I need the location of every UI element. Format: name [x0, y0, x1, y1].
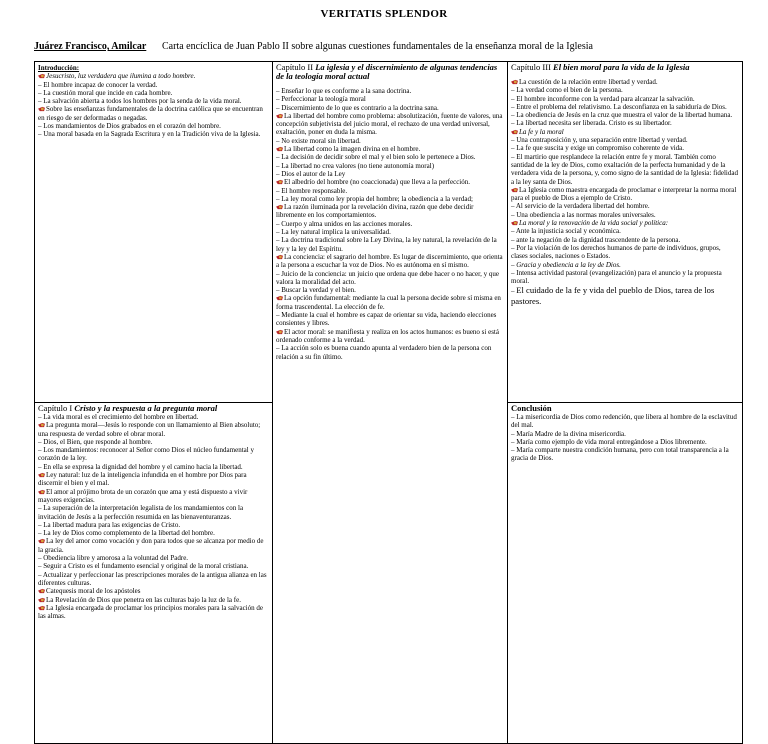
list-item-text: El amor al prójimo brota de un corazón que ama y está dispuesto a vivir mayores exigencias. — [38, 487, 248, 504]
list-item-text: María como ejemplo de vida moral entregándose a Dios libremente. — [516, 437, 707, 446]
dash-bullet: – — [38, 554, 44, 563]
list-item — [511, 269, 739, 286]
list-item-text: La fe que suscita y exige un compromiso coherente de vida. — [516, 144, 684, 153]
list-item — [511, 111, 739, 119]
dash-bullet: – — [511, 86, 517, 95]
list-item — [276, 203, 504, 220]
list-item-text: Enseñar lo que es conforme a la sana doctrina. — [281, 87, 412, 95]
conclusion-heading: Conclusión — [511, 403, 552, 413]
list-item-text: La fe y la moral — [519, 127, 564, 136]
list-item — [511, 236, 739, 244]
list-item-text: La doctrina tradicional sobre la Ley Divina, la ley natural, la revelación de la ley y la ley del Espíritu. — [276, 236, 497, 253]
dash-bullet: – — [38, 570, 43, 579]
hand-pointer-icon — [276, 179, 283, 185]
list-item-text: La Iglesia como maestra encargada de proclamar e interpretar la norma moral para el pueblo de Dios a ejemplo de Cristo. — [511, 185, 737, 203]
list-item — [38, 537, 269, 554]
dash-bullet: – — [276, 344, 282, 353]
dash-bullet: – — [511, 413, 517, 421]
list-item-text: La ley de Dios como complemento de la libertad del hombre. — [43, 529, 215, 538]
list-item-text: Catequesis moral de los apóstoles — [46, 587, 141, 596]
list-item-text: Por la violación de los derechos humanos de parte de individuos, grupos, clases sociales, naciones o Estados. — [511, 243, 721, 261]
chapter-3-label: Capítulo III — [511, 62, 551, 72]
dash-bullet: – — [276, 236, 282, 245]
list-item — [511, 95, 739, 103]
dash-bullet: – — [511, 111, 517, 120]
dash-bullet: – — [276, 169, 282, 178]
hand-pointer-icon — [511, 129, 518, 135]
list-item-text: Una contraposición y, una separación entre libertad y verdad. — [516, 136, 688, 145]
list-item-text: La pregunta moral—Jesús lo responde con un llamamiento al Bien absoluto; una respuesta de verdad sobre el obrar moral. — [38, 421, 261, 438]
dash-bullet: – — [276, 95, 282, 104]
list-item-text: La acción solo es buena cuando apunta al verdadero bien de la persona con relación a su fin último. — [276, 344, 492, 361]
list-item — [276, 187, 504, 195]
list-item-text: La libertad madura para las exigencias de Cristo. — [43, 520, 181, 529]
dash-bullet: – — [511, 152, 517, 161]
list-item — [38, 504, 269, 521]
hand-pointer-icon — [276, 204, 283, 210]
dash-bullet: – — [276, 269, 282, 278]
list-item-text: Al servicio de la verdadera libertad del hombre. — [515, 202, 650, 211]
list-item-text: El cuidado de la fe y vida del pueblo de Dios, tarea de los pastores. — [511, 285, 715, 306]
list-item-text: La Iglesia encargada de proclamar los principios morales para la salvación de las almas. — [38, 603, 263, 621]
list-item — [276, 87, 504, 95]
list-item-text: La moral y la renovación de la vida social y política: — [519, 219, 669, 228]
document-subtitle: Carta encíclica de Juan Pablo II sobre algunas cuestiones fundamentales de la enseñanza moral de la Iglesia — [162, 41, 593, 52]
summary-table — [34, 61, 743, 744]
list-item — [276, 270, 504, 287]
list-item-text: La vida moral es el crecimiento del hombre en libertad. — [43, 413, 199, 421]
dash-bullet: – — [276, 311, 282, 320]
list-item-text: Juicio de la conciencia: un juicio que ordena que debe hacer o no hacer, y que valora la moralidad del acto. — [276, 269, 500, 286]
list-item-text: Actualizar y perfeccionar las prescripciones morales de la antigua alianza en las diferentes culturas. — [38, 570, 267, 587]
list-item — [276, 328, 504, 345]
list-item-text: Dios el autor de la Ley — [281, 169, 346, 178]
list-item-text: Seguir a Cristo es el fundamento esencial y original de la moral cristiana. — [43, 562, 249, 571]
list-item — [511, 86, 739, 94]
hand-pointer-icon — [276, 113, 283, 119]
hand-pointer-icon — [276, 146, 283, 152]
hand-pointer-icon — [38, 422, 45, 428]
chapter-1-heading — [38, 404, 269, 413]
list-item — [511, 202, 739, 210]
intro-list — [38, 72, 269, 138]
dash-bullet: – — [38, 413, 44, 421]
list-item-text: La cuestión moral que incide en cada hombre. — [43, 88, 173, 97]
dash-bullet: – — [511, 136, 517, 145]
list-item — [511, 128, 739, 136]
list-item — [511, 438, 739, 446]
dash-bullet: – — [511, 429, 517, 438]
list-item-text: La libertad del hombre como problema: absolutización, fuente de valores, una concepción subjetivista del juicio moral, el rechazo de una verdad universal, exaltación, poner en duda la misma. — [276, 111, 503, 137]
list-item — [276, 104, 504, 112]
dash-bullet: – — [511, 446, 517, 455]
list-item — [276, 220, 504, 228]
list-item — [511, 103, 739, 111]
list-item — [38, 413, 269, 421]
dash-bullet: – — [38, 122, 44, 131]
dash-bullet: – — [511, 235, 517, 244]
list-item — [276, 311, 504, 328]
dash-bullet: – — [511, 144, 517, 153]
chapter-1-list — [38, 413, 269, 620]
list-item-text: La conciencia: el sagrario del hombre. Es lugar de discernimiento, que orienta a la persona a escuchar la voz de Dios. No es autónoma en sí mismo. — [276, 252, 503, 270]
list-item — [38, 604, 269, 621]
dash-bullet: – — [511, 210, 517, 219]
list-item — [511, 446, 739, 463]
list-item-text: La libertad necesita ser liberada. Cristo es su libertador. — [516, 119, 672, 128]
list-item-text: El hombre incapaz de conocer la verdad. — [43, 80, 158, 89]
chapter-3-title: El bien moral para la vida de la Iglesia — [553, 62, 690, 72]
dash-bullet: – — [511, 287, 517, 296]
list-item — [38, 97, 269, 105]
hand-pointer-icon — [38, 605, 45, 611]
chapter-3-cell — [508, 62, 743, 403]
list-item-text: El albedrío del hombre (no coaccionada) que lleva a la perfección. — [284, 178, 470, 187]
list-item — [276, 137, 504, 145]
hand-pointer-icon — [38, 538, 45, 544]
dash-bullet: – — [276, 87, 282, 95]
dash-bullet: – — [276, 194, 282, 203]
conclusion-cell — [508, 403, 743, 744]
hand-pointer-icon — [38, 489, 45, 495]
list-item — [276, 178, 504, 186]
dash-bullet: – — [38, 529, 44, 538]
list-item — [511, 413, 739, 430]
list-item — [511, 153, 739, 186]
list-item-text: La verdad como el bien de la persona. — [516, 86, 623, 95]
list-item-text: La decisión de decidir sobre el mal y el bien solo le pertenece a Dios. — [281, 153, 476, 162]
dash-bullet: – — [38, 562, 44, 571]
list-item — [38, 130, 269, 138]
dash-bullet: – — [276, 161, 282, 170]
chapter-2-heading — [276, 63, 504, 81]
list-item — [511, 227, 739, 235]
document-title: VERITATIS SPLENDOR — [320, 8, 448, 20]
list-item — [38, 529, 269, 537]
list-item — [38, 571, 269, 588]
list-item-text: Los mandamientos de Dios grabados en el corazón del hombre. — [43, 122, 221, 131]
chapter-2-list — [276, 87, 504, 361]
dash-bullet: – — [276, 153, 282, 162]
list-item-text: Gracia y obediencia a la ley de Dios. — [516, 260, 621, 269]
list-item — [276, 253, 504, 270]
hand-pointer-icon — [276, 254, 283, 260]
list-item — [511, 244, 739, 261]
list-item — [38, 421, 269, 438]
chapter-1-title: Cristo y la respuesta a la pregunta moral — [74, 403, 218, 413]
dash-bullet: – — [276, 219, 282, 228]
list-item-text: La ley natural implica la universalidad. — [281, 228, 391, 237]
dash-bullet: – — [38, 446, 44, 455]
dash-bullet: – — [511, 119, 517, 128]
hand-pointer-icon — [38, 73, 45, 79]
list-item — [38, 471, 269, 488]
list-item — [276, 145, 504, 153]
hand-pointer-icon — [38, 597, 45, 603]
list-item — [276, 236, 504, 253]
list-item-text: La cuestión de la relación entre libertad y verdad. — [519, 78, 658, 86]
list-item — [511, 78, 739, 86]
conclusion-list — [511, 413, 739, 463]
list-item-text: El martirio que resplandece la relación entre fe y moral. También como santidad de la ley de Dios, como exaltación de la perfecta humanidad y de la verdadera vida de la persona, y, como signo de la santidad de la Iglesia: fidelidad a la ley santa de Dios. — [511, 152, 738, 186]
list-item-text: Dios, el Bien, que responde al hombre. — [43, 437, 153, 446]
list-item — [38, 596, 269, 604]
list-item-text: María Madre de la divina misericordia. — [516, 429, 626, 438]
chapter-3-heading — [511, 63, 739, 72]
list-item — [276, 195, 504, 203]
list-item-text: El hombre inconforme con la verdad para alcanzar la salvación. — [516, 94, 695, 103]
list-item — [38, 463, 269, 471]
dash-bullet: – — [511, 260, 517, 269]
hand-pointer-icon — [276, 329, 283, 335]
list-item — [38, 488, 269, 505]
dash-bullet: – — [276, 228, 282, 237]
list-item-text: La libertad como la imagen divina en el hombre. — [284, 145, 421, 154]
list-item — [38, 554, 269, 562]
list-item-text: Jesucristo, luz verdadera que ilumina a todo hombre. — [46, 72, 196, 81]
list-item-text: Ley natural: luz de la inteligencia infundida en el hombre por Dios para discernir el bien y el mal. — [38, 471, 247, 488]
list-item — [511, 119, 739, 127]
list-item-text: La ley moral como ley propia del hombre; la obediencia a la verdad; — [281, 194, 473, 203]
list-item-text: Mediante la cual el hombre es capaz de orientar su vida, haciendo elecciones consientes y libres. — [276, 311, 497, 328]
list-item-text: La misericordia de Dios como redención, que libera al hombre de la esclavitud del mal. — [511, 413, 737, 430]
dash-bullet: – — [276, 136, 282, 145]
list-item-text: El actor moral: se manifiesta y realiza en los actos humanos: es bueno si está ordenado conforme a la verdad. — [276, 327, 499, 344]
list-item-text: La obediencia de Jesús en la cruz que muestra el valor de la libertad humana. — [516, 111, 733, 120]
list-item-text: La libertad no crea valores (no tiene autonomía moral) — [281, 161, 435, 170]
list-item-text: Buscar la verdad y el bien. — [281, 286, 356, 295]
list-item — [38, 81, 269, 89]
list-item — [38, 521, 269, 529]
list-item-text: La ley del amor como vocación y don para todos que se alcanza por medio de la gracia. — [38, 537, 264, 554]
list-item — [511, 261, 739, 269]
list-item-text: Los mandamientos: reconocer al Señor como Dios el núcleo fundamental y corazón de la ley. — [38, 446, 254, 463]
list-item — [38, 587, 269, 595]
list-item — [511, 285, 739, 306]
chapter-3-list — [511, 78, 739, 306]
list-item — [276, 170, 504, 178]
list-item-text: Entre el problema del relativismo. La desconfianza en la sabiduría de Dios. — [516, 102, 727, 111]
list-item — [276, 344, 504, 361]
hand-pointer-icon — [511, 187, 518, 193]
intro-heading: Introducción: — [38, 64, 80, 72]
hand-pointer-icon — [511, 79, 518, 85]
dash-bullet: – — [38, 97, 44, 106]
list-item — [511, 219, 739, 227]
list-item-text: No existe moral sin libertad. — [281, 136, 361, 145]
dash-bullet: – — [276, 286, 282, 295]
list-item-text: Una obediencia a las normas morales universales. — [516, 210, 656, 219]
list-item — [38, 122, 269, 130]
dash-bullet: – — [276, 103, 282, 112]
dash-bullet: – — [38, 437, 44, 446]
hand-pointer-icon — [38, 588, 45, 594]
chapter-1-cell — [35, 403, 273, 744]
list-item-text: Perfeccionar la teología moral — [281, 95, 366, 104]
dash-bullet: – — [511, 437, 517, 446]
list-item-text: La salvación abierta a todos los hombres por la senda de la vida moral. — [43, 97, 242, 106]
hand-pointer-icon — [38, 106, 45, 112]
hand-pointer-icon — [276, 295, 283, 301]
hand-pointer-icon — [38, 472, 45, 478]
dash-bullet: – — [511, 102, 517, 111]
dash-bullet: – — [511, 202, 516, 211]
list-item — [511, 136, 739, 144]
dash-bullet: – — [511, 227, 516, 236]
list-item-text: La razón iluminada por la revelación divina, razón que debe decidir libremente en los comportamientos. — [276, 203, 474, 220]
dash-bullet: – — [511, 268, 517, 277]
list-item — [38, 72, 269, 80]
dash-bullet: – — [38, 130, 44, 139]
dash-bullet: – — [38, 504, 44, 513]
dash-bullet: – — [511, 243, 517, 252]
list-item — [38, 89, 269, 97]
intro-cell — [35, 62, 273, 403]
list-item-text: María comparte nuestra condición humana, pero con total transparencia a la gracia de Dios. — [511, 446, 729, 463]
list-item-text: Intensa actividad pastoral (evangelización) para el anuncio y la propuesta moral. — [511, 268, 722, 286]
list-item-text: Sobre las enseñanzas fundamentales de la doctrina católica que se encuentran en riesgo de ser deformadas o negadas. — [38, 105, 263, 122]
list-item — [38, 105, 269, 122]
dash-bullet: – — [38, 462, 44, 471]
hand-pointer-icon — [511, 220, 518, 226]
list-item — [38, 438, 269, 446]
list-item — [511, 186, 739, 203]
dash-bullet: – — [38, 520, 44, 529]
list-item-text: La superación de la interpretación legalista de los mandamientos con la invitación de Jesús a la perfección resumida en las bienaventuranzas. — [38, 504, 244, 521]
list-item — [276, 162, 504, 170]
list-item — [276, 294, 504, 311]
dash-bullet: – — [38, 80, 44, 89]
list-item-text: Cuerpo y alma unidos en las acciones morales. — [281, 219, 413, 228]
dash-bullet: – — [276, 186, 282, 195]
author-name: Juárez Francisco, Amilcar — [34, 41, 147, 52]
list-item — [511, 211, 739, 219]
chapter-2-title: La iglesia y el discernimiento de algunas tendencias de la teología moral actual — [276, 62, 498, 81]
list-item-text: En ella se expresa la dignidad del hombre y el camino hacia la libertad. — [43, 462, 243, 471]
dash-bullet: – — [38, 88, 44, 97]
list-item-text: Obediencia libre y amorosa a la voluntad del Padre. — [43, 554, 189, 563]
list-item — [276, 153, 504, 161]
dash-bullet: – — [511, 94, 517, 103]
list-item — [276, 228, 504, 236]
list-item — [38, 562, 269, 570]
chapter-2-label: Capítulo II — [276, 62, 314, 72]
chapter-2-cell — [273, 62, 508, 744]
list-item-text: Discernimiento de lo que es contrario a la doctrina sana. — [281, 103, 439, 112]
list-item-text: ante la negación de la dignidad trascendente de la persona. — [516, 235, 681, 244]
list-item — [276, 95, 504, 103]
chapter-1-label: Capítulo I — [38, 403, 73, 413]
list-item-text: Ante la injusticia social y económica. — [515, 227, 621, 236]
list-item — [511, 144, 739, 152]
list-item — [511, 430, 739, 438]
list-item — [38, 446, 269, 463]
list-item — [276, 286, 504, 294]
list-item-text: La Revelación de Dios que penetra en las culturas bajo la luz de la fe. — [46, 595, 241, 604]
list-item-text: La opción fundamental: mediante la cual la persona decide sobre sí misma en forma trascendental. La elección de fe. — [276, 294, 501, 311]
list-item — [276, 112, 504, 137]
list-item-text: El hombre responsable. — [281, 186, 348, 195]
list-item-text: Una moral basada en la Sagrada Escritura y en la Tradición viva de la Iglesia. — [43, 130, 261, 139]
